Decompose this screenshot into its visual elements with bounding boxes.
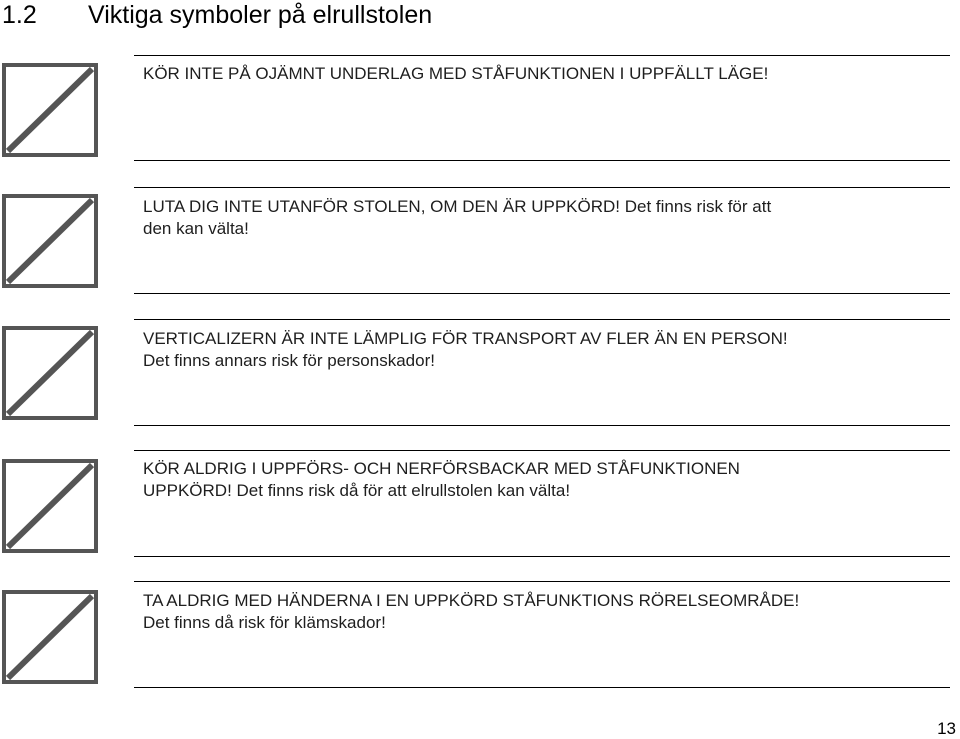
divider (134, 293, 950, 294)
divider (134, 319, 950, 320)
warning-item (0, 450, 960, 580)
divider (134, 687, 950, 688)
warning-text (143, 590, 943, 634)
warning-line: KÖR ALDRIG I UPPFÖRS- OCH NERFÖRSBACKAR MED STÅFUNKTIONEN (143, 459, 740, 478)
section-number: 1.2 (2, 1, 37, 29)
warning-line: LUTA DIG INTE UTANFÖR STOLEN, OM DEN ÄR UPPKÖRD! Det finns risk för att (143, 197, 772, 216)
warning-text (143, 328, 943, 372)
warning-line: UPPKÖRD! Det finns risk då för att elrullstolen kan välta! (143, 481, 571, 500)
warning-text (143, 63, 943, 85)
prohibited-passenger-transport-icon (2, 326, 98, 420)
warning-line: KÖR INTE PÅ OJÄMNT UNDERLAG MED STÅFUNKTIONEN I UPPFÄLLT LÄGE! (143, 64, 769, 83)
divider (134, 55, 950, 56)
warning-line: Det finns annars risk för personskador! (143, 351, 435, 370)
divider (134, 556, 950, 557)
warning-line: VERTICALIZERN ÄR INTE LÄMPLIG FÖR TRANSPORT AV FLER ÄN EN PERSON! (143, 329, 788, 348)
divider (134, 581, 950, 582)
section-title: Viktiga symboler på elrullstolen (88, 1, 433, 29)
divider (134, 450, 950, 451)
warning-item (0, 187, 960, 317)
divider (134, 160, 950, 161)
warning-line: TA ALDRIG MED HÄNDERNA I EN UPPKÖRD STÅFUNKTIONS RÖRELSEOMRÅDE! (143, 591, 800, 610)
divider (134, 425, 950, 426)
divider (134, 187, 950, 188)
warning-item (0, 55, 960, 185)
warning-line: Det finns då risk för klämskador! (143, 613, 386, 632)
prohibited-leaning-out-icon (2, 194, 98, 288)
prohibited-slope-driving-icon (2, 459, 98, 553)
warning-text (143, 458, 943, 502)
warning-text (143, 196, 943, 240)
warning-item (0, 319, 960, 449)
warning-item (0, 581, 960, 711)
prohibited-uneven-ground-standing-icon (2, 63, 98, 157)
prohibited-hands-in-motion-area-icon (2, 590, 98, 684)
warning-line: den kan välta! (143, 219, 249, 238)
page-number: 13 (937, 719, 956, 738)
